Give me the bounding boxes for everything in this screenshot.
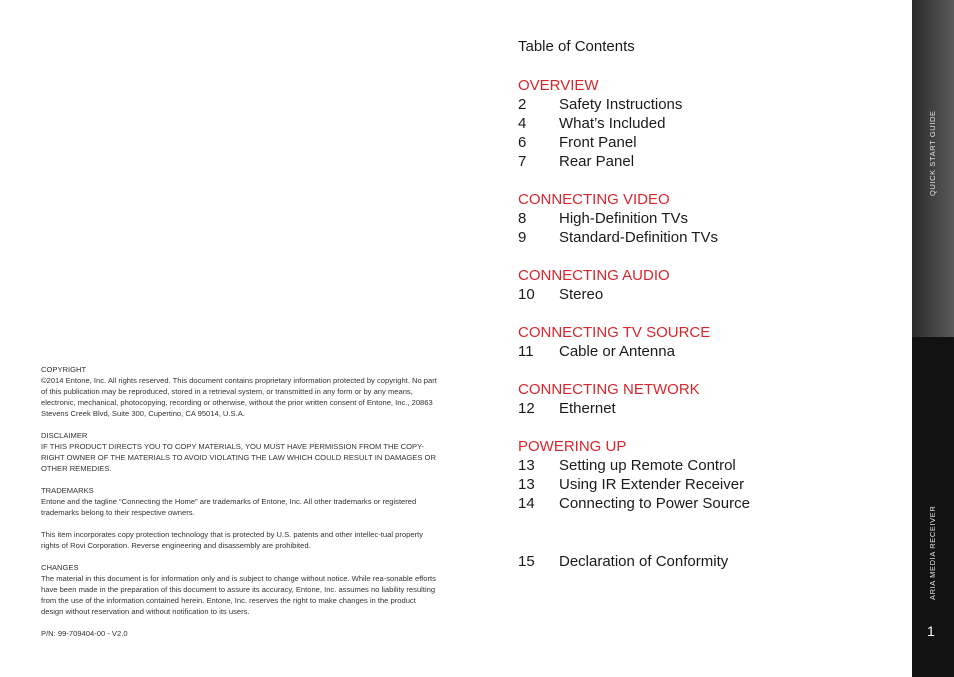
side-tab xyxy=(912,0,954,677)
toc-entry[interactable] xyxy=(518,475,898,494)
toc-entry-label: High-Definition TVs xyxy=(559,210,688,227)
toc-entry[interactable] xyxy=(518,228,898,247)
toc-page-number: 6 xyxy=(518,134,527,151)
disclaimer-text: IF THIS PRODUCT DIRECTS YOU TO COPY MATERIALS, YOU MUST HAVE PERMISSION FROM THE COPY-RIGHT OWNER OF THE MATERIALS TO AVOID VIOLATING THE LAW WHICH COULD RESULT IN DAMAGES OR OTHER REMEDIES. xyxy=(41,442,436,473)
toc-section-declaration xyxy=(518,552,898,571)
copy-protection-text: This item incorporates copy protection technology that is protected by U.S. patents and other intellec-tual property rights of Rovi Corporation. Reverse engineering and disassembly are prohibited. xyxy=(41,530,424,550)
toc-entry-label: Connecting to Power Source xyxy=(559,495,750,512)
product-name-label: ARIA MEDIA RECEIVER xyxy=(928,505,937,600)
trademarks-block xyxy=(41,485,437,518)
toc-section-connecting-tv-source xyxy=(518,323,898,361)
legal-notice xyxy=(41,364,437,639)
toc-section-heading: OVERVIEW xyxy=(518,77,599,94)
changes-heading: CHANGES xyxy=(41,563,79,572)
toc-entry[interactable] xyxy=(518,456,898,475)
toc-entry-label: Standard-Definition TVs xyxy=(559,229,718,246)
toc-entry[interactable] xyxy=(518,494,898,513)
toc-entry-label: Cable or Antenna xyxy=(559,343,675,360)
toc-entry[interactable] xyxy=(518,152,898,171)
toc-entry[interactable] xyxy=(518,285,898,304)
toc-section-heading: CONNECTING NETWORK xyxy=(518,381,700,398)
toc-page-number: 15 xyxy=(518,553,535,570)
copy-protection-block xyxy=(41,529,437,551)
copyright-text: ©2014 Entone, Inc. All rights reserved. This document contains proprietary information protected by copyright. No part of this publication may be reproduced, stored in a retrieval system, or transmitted in any form or by any means, electronic, mechanical, photocopying, recording or otherwise, without the prior written consent of Entone, Inc., 20863 Stevens Creek Blvd, Suite 300, Cupertino, CA 95014, U.S.A. xyxy=(41,376,437,418)
toc-entry[interactable] xyxy=(518,133,898,152)
changes-text: The material in this document is for information only and is subject to change without notice. While rea-sonable efforts have been made in the preparation of this document to assure its accuracy, Entone, Inc. assumes no liability resulting from the use of the information contained herein. Entone, Inc. reserves the right to make changes in the product design without reservation and without notification to its users. xyxy=(41,574,436,616)
toc-section-heading: POWERING UP xyxy=(518,438,627,455)
toc-section-connecting-video xyxy=(518,190,898,247)
copyright-heading: COPYRIGHT xyxy=(41,365,87,374)
trademarks-text: Entone and the tagline “Connecting the Home” are trademarks of Entone, Inc. All other trademarks or registered trademarks belong to their respective owners. xyxy=(41,497,417,517)
table-of-contents xyxy=(518,37,898,590)
toc-page-number: 7 xyxy=(518,153,527,170)
toc-section-heading: CONNECTING AUDIO xyxy=(518,267,670,284)
page-number: 1 xyxy=(927,623,935,639)
toc-title: Table of Contents xyxy=(518,38,635,55)
toc-entry[interactable] xyxy=(518,552,898,571)
copyright-block xyxy=(41,364,437,419)
toc-entry[interactable] xyxy=(518,209,898,228)
toc-entry-label: Setting up Remote Control xyxy=(559,457,736,474)
toc-entry-label: Stereo xyxy=(559,286,604,303)
disclaimer-block xyxy=(41,430,437,474)
toc-page-number: 2 xyxy=(518,96,527,113)
toc-entry-label: Rear Panel xyxy=(559,153,635,170)
toc-section-powering-up xyxy=(518,437,898,513)
toc-section-connecting-network xyxy=(518,380,898,418)
toc-section-connecting-audio xyxy=(518,266,898,304)
toc-page-number: 12 xyxy=(518,400,535,417)
toc-page-number: 8 xyxy=(518,210,527,227)
toc-page-number: 13 xyxy=(518,476,535,493)
toc-entry-label: Front Panel xyxy=(559,134,637,151)
quick-start-guide-label: QUICK START GUIDE xyxy=(928,110,937,196)
toc-page-number: 9 xyxy=(518,229,527,246)
toc-entry-label: Using IR Extender Receiver xyxy=(559,476,745,493)
toc-entry[interactable] xyxy=(518,95,898,114)
toc-entry-label: Declaration of Conformity xyxy=(559,553,729,570)
toc-entry[interactable] xyxy=(518,399,898,418)
toc-entry-label: Safety Instructions xyxy=(559,96,683,113)
toc-page-number: 4 xyxy=(518,115,527,132)
toc-page-number: 11 xyxy=(518,343,534,360)
part-number: P/N: 99-709404-00 - V2.0 xyxy=(41,629,128,638)
toc-section-heading: CONNECTING TV SOURCE xyxy=(518,324,711,341)
toc-entry-label: What’s Included xyxy=(559,115,666,132)
disclaimer-heading: DISCLAIMER xyxy=(41,431,88,440)
trademarks-heading: TRADEMARKS xyxy=(41,486,94,495)
toc-entry[interactable] xyxy=(518,342,898,361)
toc-entry-label: Ethernet xyxy=(559,400,616,417)
toc-entry[interactable] xyxy=(518,114,898,133)
changes-block xyxy=(41,562,437,617)
toc-section-heading: CONNECTING VIDEO xyxy=(518,191,670,208)
toc-page-number: 10 xyxy=(518,286,535,303)
toc-page-number: 14 xyxy=(518,495,535,512)
toc-page-number: 13 xyxy=(518,457,535,474)
toc-section-overview xyxy=(518,76,898,171)
